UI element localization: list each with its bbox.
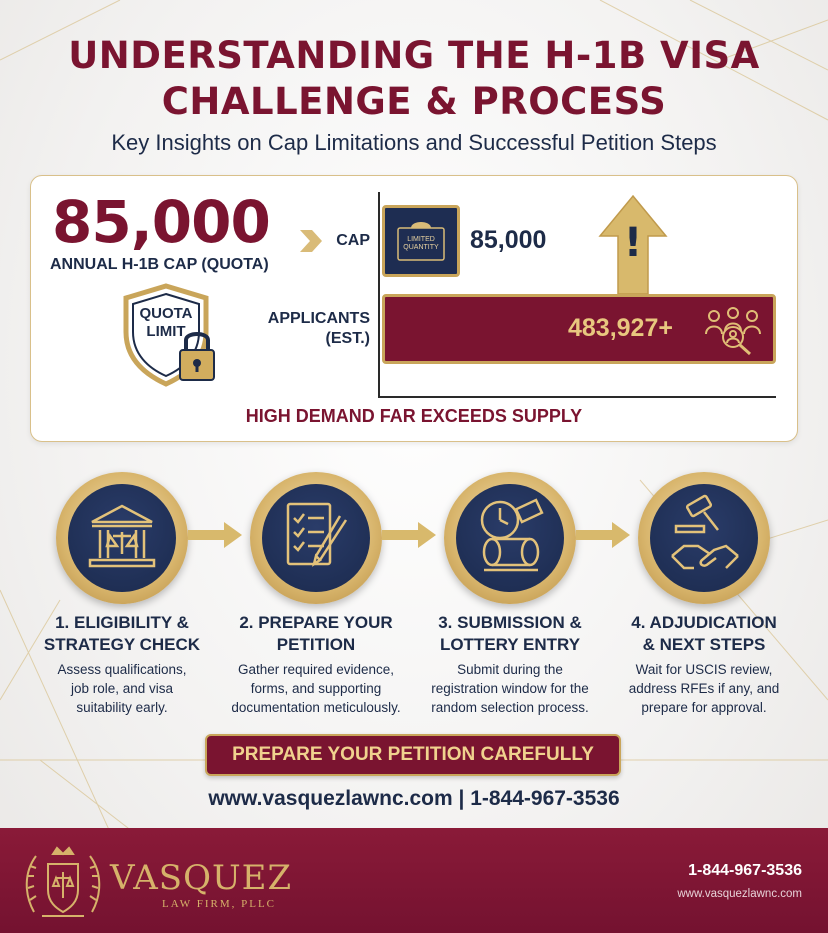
- step-4-title-line2: & NEXT STEPS: [642, 635, 766, 654]
- contact-line[interactable]: www.vasquezlawnc.com | 1-844-967-3536: [208, 787, 620, 810]
- page-title-line2: CHALLENGE & PROCESS: [161, 80, 667, 123]
- cap-badge-text: [396, 236, 446, 252]
- courthouse-scales-icon: [86, 500, 158, 572]
- firm-crest-logo: [22, 842, 104, 924]
- applicants-value: 483,927+: [568, 314, 673, 342]
- gavel-handshake-icon: [666, 494, 744, 578]
- step-1-desc-line1: Assess qualifications,: [57, 662, 187, 677]
- firm-subtitle: LAW FIRM, PLLC: [162, 898, 277, 910]
- cap-badge-line2: QUANTITY: [403, 244, 439, 251]
- step-2-desc-line3: documentation meticulously.: [231, 700, 401, 715]
- shield-text-line1: QUOTA: [139, 305, 193, 322]
- chart-x-axis: [378, 396, 776, 398]
- crowd-magnifier-icon: [704, 304, 762, 356]
- step-3-title-line2: LOTTERY ENTRY: [439, 635, 581, 654]
- clock-lottery-drum-icon: [470, 496, 552, 576]
- step-4-desc-line3: prepare for approval.: [641, 700, 767, 715]
- step-4-title-line1: 4. ADJUDICATION: [631, 613, 777, 632]
- step-1-title-line1: 1. ELIGIBILITY &: [55, 613, 189, 632]
- alert-symbol: !: [623, 220, 643, 266]
- shield-label: [134, 305, 198, 341]
- step-2-desc: [216, 660, 416, 717]
- step-4-desc: [604, 660, 804, 717]
- step-1-title-line2: STRATEGY CHECK: [43, 635, 201, 654]
- step-1-title: [27, 612, 217, 656]
- step-3-desc-line2: registration window for the: [431, 681, 589, 696]
- step-arrow-2-icon: [382, 520, 438, 550]
- prepare-petition-banner: PREPARE YOUR PETITION CAREFULLY: [205, 734, 621, 776]
- step-4-desc-line1: Wait for USCIS review,: [635, 662, 773, 677]
- chart-y-axis: [378, 192, 380, 398]
- step-3-desc-line3: random selection process.: [431, 700, 589, 715]
- footer-phone[interactable]: 1-844-967-3536: [688, 862, 802, 879]
- cap-value: 85,000: [470, 226, 547, 254]
- step-1-desc: [22, 660, 222, 717]
- checklist-pen-icon: [280, 498, 352, 574]
- step-2-title: [221, 612, 411, 656]
- applicants-label-line2: (EST.): [325, 330, 370, 347]
- cap-label: CAP: [336, 232, 370, 249]
- step-4-title: [609, 612, 799, 656]
- step-4-desc-line2: address RFEs if any, and: [628, 681, 780, 696]
- firm-name: VASQUEZ: [110, 858, 293, 898]
- step-3-title: [415, 612, 605, 656]
- step-2-title-line1: 2. PREPARE YOUR: [239, 613, 393, 632]
- step-arrow-3-icon: [576, 520, 632, 550]
- footer-url[interactable]: www.vasquezlawnc.com: [677, 888, 802, 900]
- applicants-label: [252, 309, 370, 349]
- annual-cap-label: ANNUAL H-1B CAP (QUOTA): [50, 256, 269, 273]
- page-title-line1: UNDERSTANDING THE H-1B VISA: [68, 34, 760, 77]
- shield-text-line2: LIMIT: [146, 323, 186, 340]
- step-2-desc-line2: forms, and supporting: [250, 681, 382, 696]
- cap-badge-line1: LIMITED: [407, 236, 435, 243]
- demand-tagline: HIGH DEMAND FAR EXCEEDS SUPPLY: [245, 406, 583, 426]
- step-1-desc-line3: suitability early.: [76, 700, 168, 715]
- page-subtitle: Key Insights on Cap Limitations and Successful Petition Steps: [111, 130, 717, 155]
- step-2-desc-line1: Gather required evidence,: [237, 662, 395, 677]
- step-3-title-line1: 3. SUBMISSION &: [438, 613, 582, 632]
- step-3-desc-line1: Submit during the: [457, 662, 563, 677]
- step-arrow-1-icon: [188, 520, 244, 550]
- step-1-desc-line2: job role, and visa: [70, 681, 174, 696]
- step-3-desc: [410, 660, 610, 717]
- annual-cap-number: 85,000: [52, 188, 270, 256]
- step-2-title-line2: PETITION: [276, 635, 356, 654]
- applicants-label-line1: APPLICANTS: [267, 310, 370, 327]
